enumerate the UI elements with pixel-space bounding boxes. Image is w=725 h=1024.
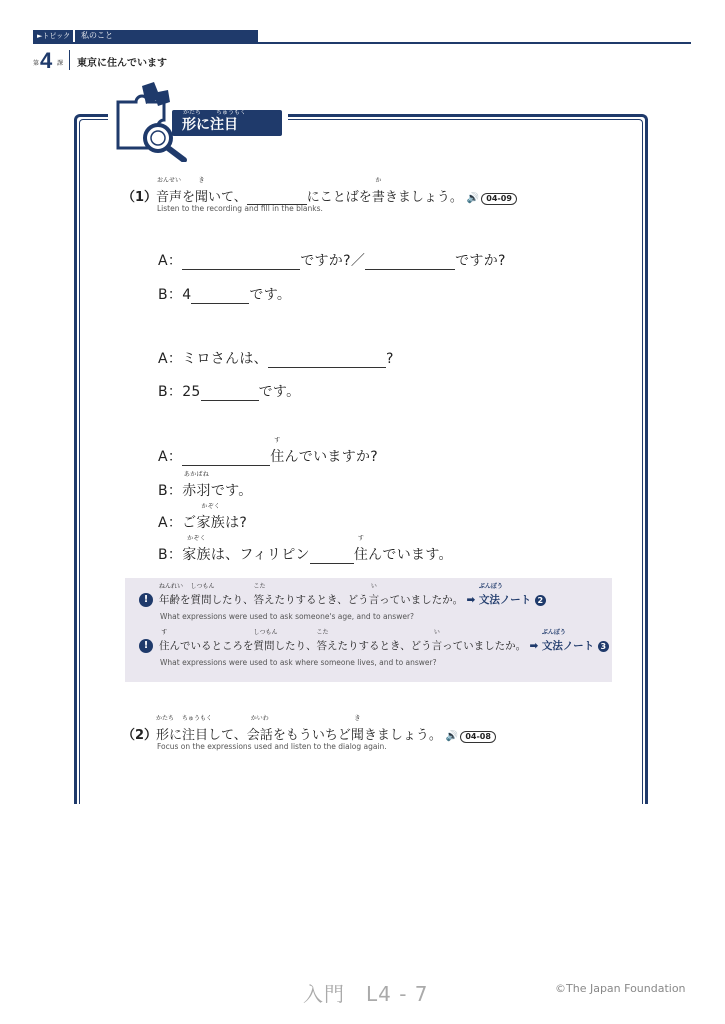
section-badge [172, 110, 282, 136]
text: を [182, 190, 196, 205]
text: は? [225, 515, 248, 531]
ruby-word [431, 629, 443, 653]
badge-title: 形に注目 [182, 117, 238, 133]
page-number: 入門 L4 - 7 [303, 982, 429, 1006]
kanji: 質問 [253, 640, 275, 652]
question-2 [122, 715, 496, 743]
ruby-reading: ぶんぽう [541, 629, 566, 636]
header-bar [33, 30, 691, 44]
text: きましょう。 [384, 190, 463, 205]
question-2-number: （2） [122, 728, 158, 743]
ruby-word [182, 715, 213, 743]
ruby-reading: ねんれい [159, 583, 184, 590]
kanji: 住 [353, 547, 369, 563]
ruby-reading: か [375, 177, 382, 184]
ruby-reading: す [161, 629, 168, 636]
ruby-reading: い [433, 629, 440, 636]
text: きましょう。 [363, 728, 442, 743]
blank [201, 387, 259, 401]
ruby-word [541, 629, 566, 653]
exclamation-icon: ! [139, 593, 153, 607]
text: A： [158, 253, 183, 269]
ruby-reading: しつもん [190, 583, 215, 590]
question-1-number: （1） [122, 190, 158, 205]
kanji: 文法 [478, 594, 500, 606]
speaker-icon: 🔊 [466, 193, 480, 204]
grammar-note-link-2[interactable] [466, 583, 545, 606]
text: を [180, 594, 191, 606]
ruby-word [350, 715, 364, 743]
ruby-reading: ぶんぽう [478, 583, 503, 590]
ruby-reading: おんせい [157, 177, 182, 184]
ruby-reading: き [198, 177, 205, 184]
text: B： [158, 483, 183, 499]
text: ? [385, 351, 394, 367]
text: して、 [208, 728, 247, 743]
question-1-subtitle: Listen to the recording and fill in the blanks. [157, 204, 323, 213]
note-number-badge: 2 [535, 595, 546, 606]
text: ですか?／ [300, 253, 366, 269]
kanji: 文法 [541, 640, 563, 652]
lesson-suffix: 課 [57, 60, 64, 67]
ruby-reading: い [370, 583, 377, 590]
text: にことばを [306, 190, 372, 205]
text: A： [158, 449, 183, 465]
audio-code: 04-08 [460, 731, 496, 743]
audio-track-0409[interactable] [467, 190, 517, 205]
text: んでいますか? [284, 449, 379, 465]
kanji: 住 [159, 640, 170, 652]
question-1 [122, 177, 517, 205]
ruby-reading: かたち [156, 715, 175, 722]
text: んでいるところを [169, 640, 254, 652]
lesson-title: 東京に住んでいます [77, 58, 167, 69]
text: は、フィリピン [210, 547, 310, 563]
blank [247, 191, 307, 205]
ruby-word [246, 715, 273, 743]
dialog-line-6 [158, 471, 253, 500]
audio-code: 04-09 [481, 193, 517, 205]
blank [268, 354, 386, 368]
exclamation-icon: ! [139, 639, 153, 653]
text: B：4 [158, 287, 192, 303]
text: えたりするとき、どう [327, 640, 432, 652]
dialog-line-2 [158, 284, 291, 304]
header-rule [33, 42, 691, 44]
text: です。 [210, 483, 253, 499]
kanji: 住 [270, 449, 285, 465]
arrow-right-icon: ➡ [529, 640, 539, 652]
ruby-reading: こた [316, 629, 329, 636]
ruby-word [195, 177, 209, 205]
ruby-reading: ちゅうもく [182, 715, 213, 722]
speaker-icon: 🔊 [445, 731, 459, 742]
ruby-reading: す [274, 437, 281, 444]
dialog-line-5 [158, 437, 379, 466]
text: いて、 [208, 190, 247, 205]
text: っていましたか。 [379, 594, 464, 606]
ruby-word [253, 583, 266, 607]
ruby-reading: き [354, 715, 361, 722]
text: ですか? [455, 253, 506, 269]
blank [182, 452, 270, 466]
text: したり、 [274, 640, 317, 652]
text: です。 [258, 384, 301, 400]
text: したり、 [211, 594, 254, 606]
topic-tag: ►トピック [33, 30, 73, 42]
dialog-line-1 [158, 250, 506, 270]
kanji: 赤羽 [182, 483, 211, 499]
ruby-word [190, 583, 215, 607]
ruby-reading: かぞく [201, 503, 221, 510]
kanji: 形 [156, 728, 170, 743]
text: A：ミロさんは、 [158, 351, 268, 367]
text: です。 [249, 287, 292, 303]
copyright: ©The Japan Foundation [555, 982, 686, 995]
text: A：ご [158, 515, 197, 531]
note-number-badge: 3 [598, 641, 609, 652]
audio-track-0408[interactable] [446, 728, 496, 743]
arrow-right-icon: ➡ [466, 594, 476, 606]
kanji: 言 [368, 594, 380, 606]
text: B： [158, 547, 183, 563]
blank [191, 290, 249, 304]
grammar-note-1 [139, 583, 546, 607]
kanji: 注目 [182, 728, 209, 743]
kanji: 答 [316, 640, 327, 652]
kanji: 言 [431, 640, 443, 652]
ruby-reading: こた [253, 583, 266, 590]
ruby-word [353, 535, 369, 564]
ruby-word [156, 715, 175, 743]
badge-ruby-1: かたち [183, 109, 202, 116]
dialog-line-4 [158, 381, 300, 401]
kanji: 年齢 [159, 594, 180, 606]
ruby-word [478, 583, 503, 607]
text: をもういちど [272, 728, 351, 743]
blank [310, 550, 354, 564]
kanji: 会話 [246, 728, 273, 743]
kanji: 書 [371, 190, 385, 205]
question-2-subtitle: Focus on the expressions used and listen to the dialog again. [157, 742, 387, 751]
kanji: 家族 [182, 547, 211, 563]
text: ノート [499, 594, 532, 606]
grammar-note-link-3[interactable] [529, 629, 608, 652]
kanji: 質問 [190, 594, 212, 606]
kanji: 聞 [195, 190, 209, 205]
lesson-prefix: 第 [33, 60, 40, 67]
dialog-line-8 [158, 535, 453, 564]
ruby-word [159, 629, 170, 653]
ruby-word [182, 535, 211, 564]
kanji: 聞 [350, 728, 364, 743]
text: に [169, 728, 183, 743]
grammar-note-1-subtitle: What expressions were used to ask someone's age, and to answer? [160, 612, 415, 621]
ruby-reading: あかばね [183, 471, 210, 478]
ruby-word [196, 503, 226, 532]
dialog-line-3 [158, 348, 394, 368]
ruby-word [316, 629, 329, 653]
ruby-word [156, 177, 183, 205]
blank [182, 256, 300, 270]
grammar-note-2 [139, 629, 609, 653]
ruby-reading: す [357, 535, 365, 542]
ruby-word [159, 583, 184, 607]
ruby-word [371, 177, 385, 205]
grammar-note-2-subtitle: What expressions were used to ask where someone lives, and to answer? [160, 658, 437, 667]
lesson-number: 4 [40, 48, 53, 73]
ruby-word [368, 583, 380, 607]
ruby-reading: かいわ [250, 715, 269, 722]
blank [365, 256, 455, 270]
dialog-line-7 [158, 503, 248, 532]
text: えたりするとき、どう [264, 594, 369, 606]
kanji: 家族 [196, 515, 226, 531]
topic-title: 私のこと [75, 30, 258, 42]
ruby-reading: かぞく [187, 535, 206, 542]
ruby-word [253, 629, 278, 653]
lesson-divider [69, 50, 70, 70]
kanji: 答 [253, 594, 264, 606]
ruby-word [270, 437, 285, 466]
text: っていましたか。 [442, 640, 527, 652]
text: B：25 [158, 384, 201, 400]
text: ノート [562, 640, 595, 652]
badge-ruby-2: ちゅうもく [216, 109, 247, 116]
ruby-reading: しつもん [253, 629, 278, 636]
ruby-word [182, 471, 211, 500]
text: んでいます。 [368, 547, 453, 563]
kanji: 音声 [156, 190, 183, 205]
